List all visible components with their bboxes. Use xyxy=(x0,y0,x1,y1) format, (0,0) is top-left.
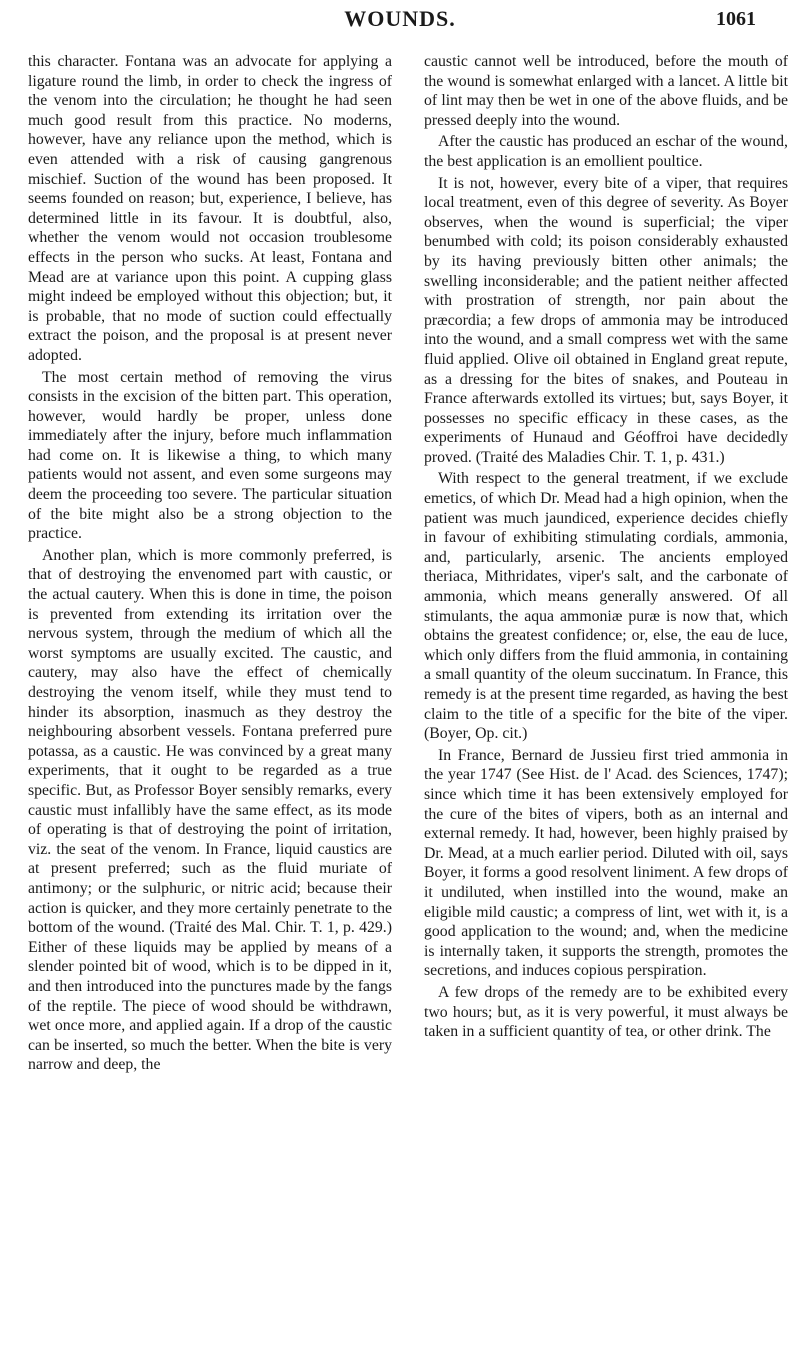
paragraph: With respect to the general treatment, if we exclude emetics, of which Dr. Mead had a high opinion, when the patient was much jaundiced, experience decides chiefly in favour of exhibiting stimulating cordials, ammonia, and, particularly, arsenic. The ancients employed theriaca, Mithridates, viper's salt, and the carbonate of ammonia, which means generally answered. Of all stimulants, the aqua ammoniæ puræ is now that, which obtains the greatest confidence; or, else, the eau de luce, which only differs from the fluid ammonia, in containing a small quantity of the oleum succinatum. In France, this remedy is at the present time regarded, as having the best claim to the title of a specific for the bite of the viper. (Boyer, Op. cit.) xyxy=(424,470,788,743)
page-number: 1061 xyxy=(716,8,756,30)
right-column xyxy=(424,52,788,1042)
running-head: WOUNDS. xyxy=(344,6,456,31)
paragraph: In France, Bernard de Jussieu first tried ammonia in the year 1747 (See Hist. de l' Acad. des Sciences, 1747); since which time it has been extensively employed for the cure of the bites of vipers, both as an internal and external remedy. It had, however, been highly praised by Dr. Mead, at a much earlier period. Diluted with oil, says Boyer, it forms a good resolvent liniment. A few drops of it undiluted, when instilled into the wound, make an eligible mild caustic; a compress of lint, wet with it, is a good application to the wound; and, when the medicine is internally taken, it supports the strength, promotes the secretions, and induces copious perspiration. xyxy=(424,746,788,980)
paragraph: After the caustic has produced an eschar of the wound, the best application is an emollient poultice. xyxy=(424,133,788,170)
left-column xyxy=(28,52,392,1075)
paragraph: It is not, however, every bite of a viper, that requires local treatment, even of this degree of severity. As Boyer observes, when the wound is superficial; the viper benumbed with cold; its poison considerably exhausted by its having previously bitten other animals; the swelling inconsiderable; and the patient neither affected with prostration of strength, nor pain about the præcordia; a few drops of ammonia may be introduced into the wound, and a small compress wet with the same fluid applied. Olive oil obtained in England great repute, as a dressing for the bites of snakes, and Pouteau in France afterwards extolled its virtues; but, says Boyer, it possesses no specific efficacy in these cases, as the experiments of Hunaud and Géoffroi have decidedly proved. (Traité des Maladies Chir. T. 1, p. 431.) xyxy=(424,174,788,466)
paragraph: A few drops of the remedy are to be exhibited every two hours; but, as it is very powerful, it must always be taken in a sufficient quantity of tea, or other drink. The xyxy=(424,983,788,1041)
paragraph: The most certain method of removing the virus consists in the excision of the bitten part. This operation, however, would hardly be proper, unless done immediately after the injury, before much inflammation had come on. It is likewise a thing, to which many patients would not assent, and even some surgeons may deem the proceeding too severe. The particular situation of the bite might also be a strong objection to the practice. xyxy=(28,368,392,543)
paragraph: caustic cannot well be introduced, before the mouth of the wound is somewhat enlarged with a lancet. A little bit of lint may then be wet in one of the above fluids, and be pressed deeply into the wound. xyxy=(424,53,788,129)
page-header xyxy=(0,4,800,34)
paragraph: Another plan, which is more commonly preferred, is that of destroying the envenomed part with caustic, or the actual cautery. When this is done in time, the poison is prevented from extending its irritation over the nervous system, through the medium of which all the worst symptoms are usually excited. The caustic, and cautery, may also have the effect of chemically destroying the venom itself, while they must tend to hinder its absorption, inasmuch as they destroy the neighbouring absorbent vessels. Fontana preferred pure potassa, as a caustic. He was convinced by a great many experiments, that it ought to be regarded as a true specific. But, as Professor Boyer sensibly remarks, every caustic must infallibly have the same effect, as its mode of operating is that of destroying the point of irritation, viz. the seat of the venom. In France, liquid caustics are at present preferred; such as the fluid muriate of antimony; or the sulphuric, or nitric acid; because their action is quicker, and they more certainly penetrate to the bottom of the wound. (Traité des Mal. Chir. T. 1, p. 429.) Either of these liquids may be applied by means of a slender pointed bit of wood, which is to be dipped in it, and then introduced into the punctures made by the fangs of the reptile. The piece of wood should be withdrawn, wet once more, and applied again. If a drop of the caustic can be inserted, so much the better. When the bite is very narrow and deep, the xyxy=(28,546,392,1074)
paragraph: this character. Fontana was an advocate for applying a ligature round the limb, in order to check the ingress of the venom into the circulation; he thought he had seen much good result from this practice. No moderns, however, have any reliance upon the method, which is even attended with a risk of causing gangrenous mischief. Suction of the wound has been proposed. It seems founded on reason; but, experience, I believe, has determined little in its favour. It is doubtful, also, whether the venom would not occasion troublesome effects in the person who sucks. At least, Fontana and Mead are at variance upon this point. A cupping glass might indeed be employed without this objection; but, it is probable, that no mode of suction could effectually extract the poison, and the proposal is at present never adopted. xyxy=(28,53,392,364)
